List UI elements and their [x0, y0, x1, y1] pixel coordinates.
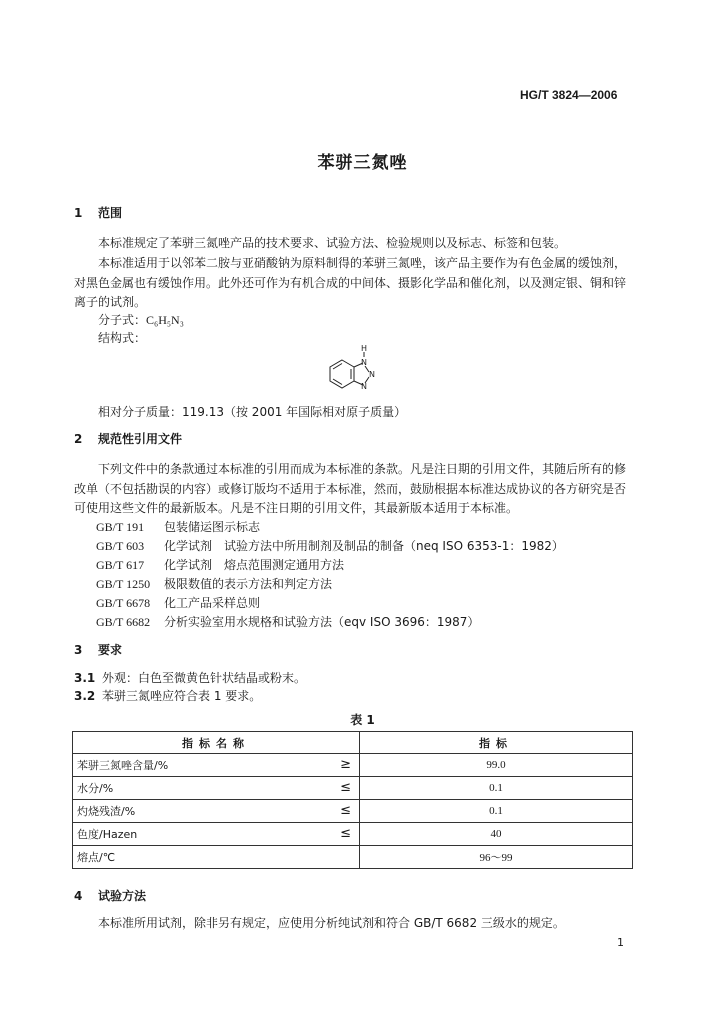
table-header-row [73, 732, 633, 754]
reference-title: 化学试剂 试验方法中所用制剂及制品的制备（neq ISO 6353-1：1982） [164, 539, 564, 553]
table-row [73, 777, 633, 800]
reference-title: 包装储运图示标志 [164, 520, 261, 534]
indicator-value: 99.0 [360, 754, 633, 777]
atom-n1: N [361, 358, 367, 367]
table-row [73, 754, 633, 777]
comparison-operator: ≤ [340, 780, 351, 795]
test-methods-paragraph: 本标准所用试剂，除非另有规定，应使用分析纯试剂和符合 GB/T 6682 三级水的规定。 [98, 916, 565, 930]
indicator-value: 96～99 [360, 846, 633, 869]
section-number: 3 [74, 643, 83, 657]
relative-molecular-mass: 相对分子质量：119.13（按 2001 年国际相对原子质量） [98, 405, 407, 419]
standard-number: HG/T 3824—2006 [520, 88, 618, 102]
header-indicator-value: 指标 [360, 732, 633, 754]
requirement-3-1 [74, 668, 306, 688]
section-2-heading [74, 430, 182, 447]
structure-label: 结构式： [98, 331, 147, 345]
benzotriazole-structure-diagram [318, 344, 390, 404]
section-number: 4 [74, 889, 83, 903]
reference-title: 化学试剂 熔点范围测定通用方法 [164, 558, 345, 572]
reference-code: GB/T 603 [96, 539, 145, 553]
atom-n3: N [361, 382, 367, 391]
comparison-operator: ≤ [340, 826, 351, 841]
header-indicator-name: 指标名称 [73, 732, 360, 754]
atom-n2: N [369, 370, 375, 379]
reference-title: 化工产品采样总则 [164, 596, 261, 610]
clause-number: 3.2 [74, 689, 96, 703]
table-row [73, 823, 633, 846]
clause-text: 外观：白色至微黄色针状结晶或粉末。 [102, 671, 307, 685]
indicator-cell [73, 754, 360, 777]
reference-item [96, 594, 260, 611]
scope-paragraph-1: 本标准规定了苯骈三氮唑产品的技术要求、试验方法、检验规则以及标志、标签和包装。 [98, 236, 567, 250]
comparison-operator: ≥ [340, 757, 351, 772]
requirements-table [72, 731, 633, 869]
scope-paragraph-2: 本标准适用于以邻苯二胺与亚硝酸钠为原料制得的苯骈三氮唑，该产品主要作为有色金属的缓蚀剂，对黑色金属也有缓蚀作用。此外还可作为有机合成的中间体、摄影化学品和催化剂，以及测定银、铜和锌离子的试剂。 [74, 256, 627, 309]
indicator-name: 熔点/℃ [77, 851, 116, 864]
section-3-heading [74, 641, 122, 658]
indicator-cell [73, 800, 360, 823]
requirement-3-2 [74, 686, 261, 706]
reference-item [96, 518, 260, 535]
references-intro: 下列文件中的条款通过本标准的引用而成为本标准的条款。凡是注日期的引用文件，其随后所有的修改单（不包括勘误的内容）或修订版均不适用于本标准，然而，鼓励根据本标准达成协议的各方研究是否可使用这些文件的最新版本。凡是不注日期的引用文件，其最新版本适用于本标准。 [74, 462, 627, 515]
reference-item [96, 613, 479, 630]
indicator-cell [73, 846, 360, 869]
indicator-cell [73, 777, 360, 800]
reference-code: GB/T 617 [96, 558, 145, 572]
reference-title: 分析实验室用水规格和试验方法（eqv ISO 3696：1987） [164, 615, 480, 629]
page-number: 1 [617, 936, 624, 949]
reference-code: GB/T 1250 [96, 577, 151, 591]
indicator-name: 灼烧残渣/% [77, 805, 136, 818]
section-title: 规范性引用文件 [98, 432, 183, 446]
reference-item [96, 537, 564, 554]
reference-item [96, 575, 332, 592]
indicator-name: 苯骈三氮唑含量/% [77, 759, 169, 772]
indicator-value: 0.1 [360, 777, 633, 800]
formula-value: C₆H₅N₃ [146, 313, 184, 327]
clause-text: 苯骈三氮唑应符合表 1 要求。 [102, 689, 262, 703]
indicator-name: 水分/% [77, 782, 114, 795]
table-row [73, 846, 633, 869]
reference-title: 极限数值的表示方法和判定方法 [164, 577, 333, 591]
section-number: 1 [74, 206, 83, 220]
table-row [73, 800, 633, 823]
indicator-value: 0.1 [360, 800, 633, 823]
section-title: 范围 [98, 206, 123, 220]
comparison-operator: ≤ [340, 803, 351, 818]
reference-code: GB/T 191 [96, 520, 145, 534]
atom-h: H [361, 344, 368, 353]
molecular-formula [98, 310, 184, 330]
clause-number: 3.1 [74, 671, 96, 685]
indicator-name: 色度/Hazen [77, 828, 138, 841]
section-title: 要求 [98, 643, 123, 657]
reference-code: GB/T 6678 [96, 596, 151, 610]
section-1-heading [74, 204, 122, 221]
section-4-heading [74, 887, 146, 904]
section-number: 2 [74, 432, 83, 446]
indicator-cell [73, 823, 360, 846]
document-title: 苯骈三氮唑 [317, 153, 408, 173]
indicator-value: 40 [360, 823, 633, 846]
formula-label: 分子式： [98, 313, 147, 327]
table-1-caption: 表 1 [350, 713, 375, 727]
section-title: 试验方法 [98, 889, 147, 903]
reference-code: GB/T 6682 [96, 615, 151, 629]
reference-item [96, 556, 344, 573]
